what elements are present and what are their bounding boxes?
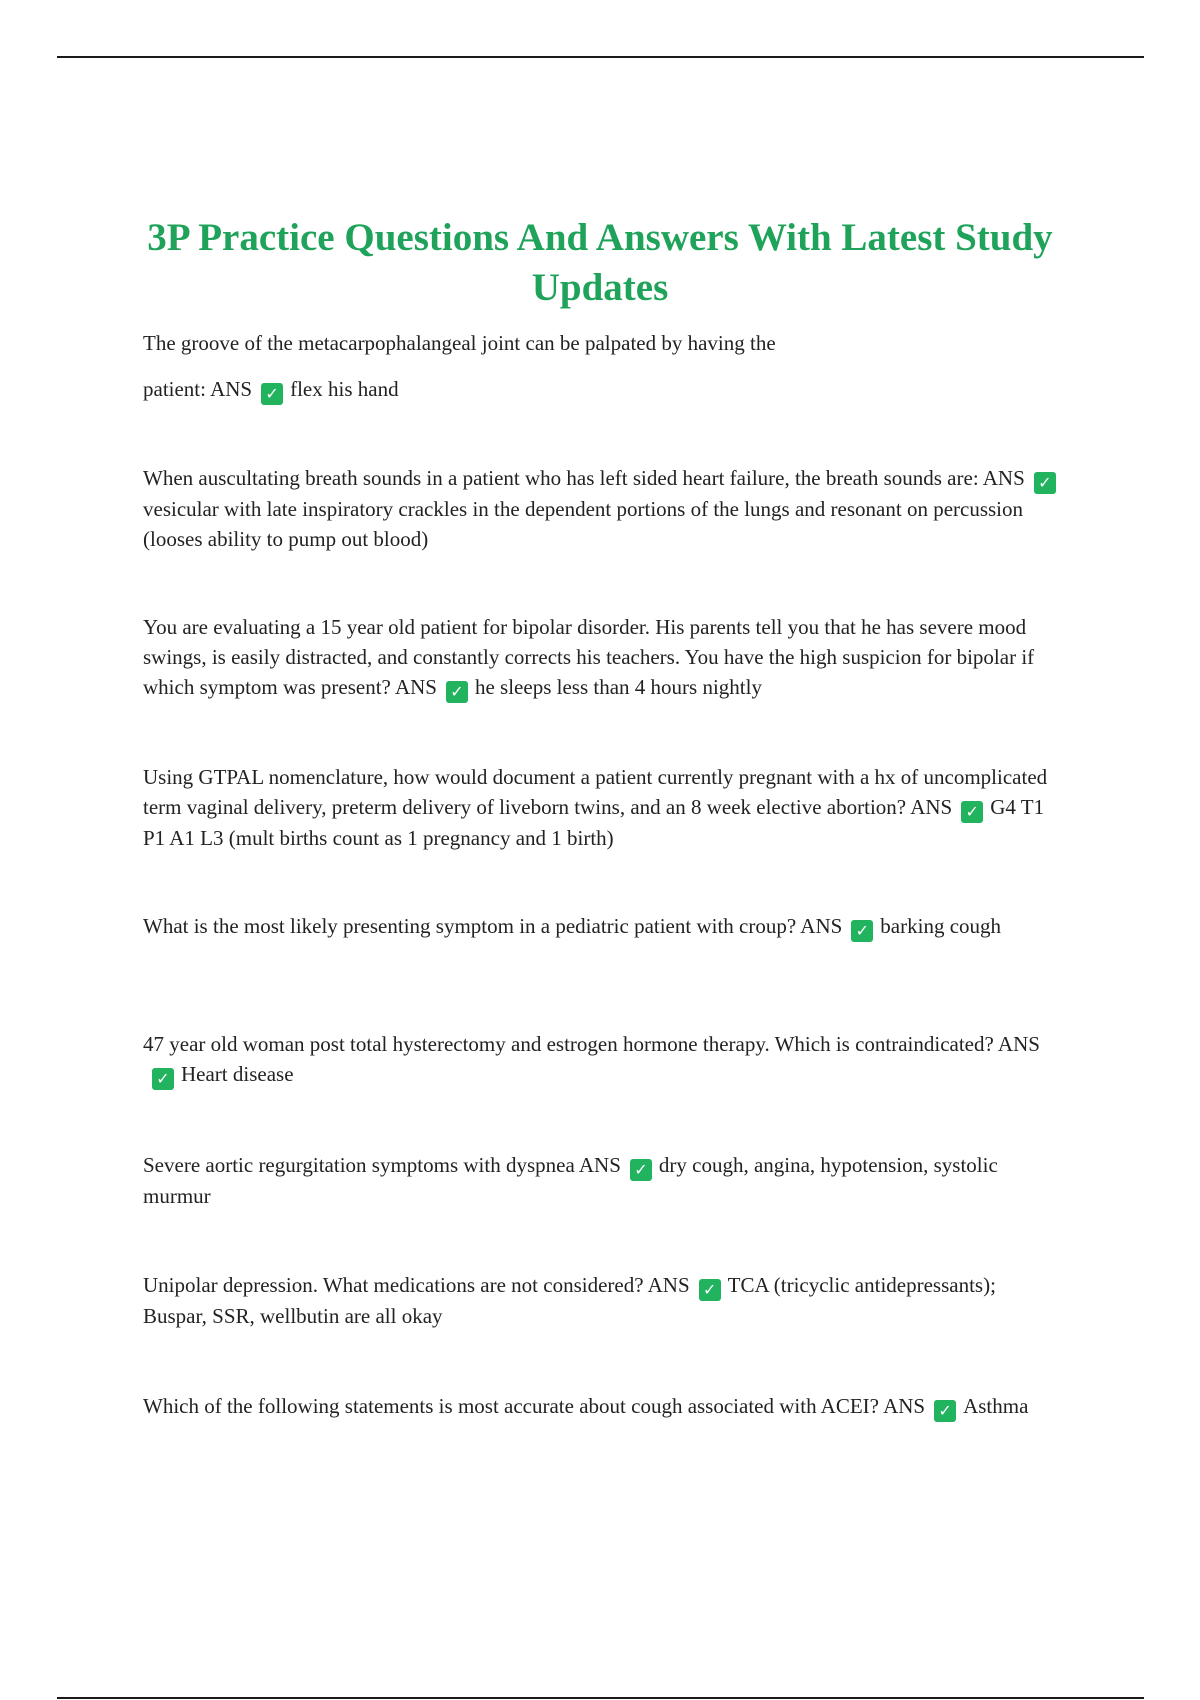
answer-marker: ANS [982, 466, 1025, 490]
answer-text: G4 T1 P1 A1 L3 (mult births count as 1 pregnancy and 1 birth) [143, 795, 1045, 850]
answer-marker: ANS [997, 1032, 1040, 1056]
answer-text: flex his hand [290, 377, 399, 401]
check-mark-icon: ✓ [851, 920, 873, 942]
question-text: patient: [143, 377, 206, 401]
qa-item [143, 463, 1063, 554]
question-text: Severe aortic regurgitation symptoms with dyspnea [143, 1153, 575, 1177]
answer-text: Asthma [963, 1394, 1029, 1418]
check-mark-icon: ✓ [446, 681, 468, 703]
answer-text: barking cough [880, 914, 1002, 938]
question-text: What is the most likely presenting symptom in a pediatric patient with croup? [143, 914, 797, 938]
check-mark-icon: ✓ [699, 1279, 721, 1301]
qa-item [143, 1391, 1063, 1422]
qa-item [143, 1270, 1063, 1331]
qa-item [143, 762, 1063, 853]
qa-item [143, 612, 1063, 703]
question-text: The groove of the metacarpophalangeal joint can be palpated by having the [143, 331, 776, 355]
qa-item [143, 328, 1063, 405]
question-text: Using GTPAL nomenclature, how would document a patient currently pregnant with a hx of uncomplicated term vaginal delivery, preterm delivery of liveborn twins, and an 8 week elective abortion? [143, 765, 1048, 819]
check-mark-icon: ✓ [152, 1068, 174, 1090]
answer-text: Heart disease [181, 1062, 294, 1086]
answer-marker: ANS [578, 1153, 621, 1177]
qa-item [143, 911, 1063, 942]
question-text: You are evaluating a 15 year old patient for bipolar disorder. His parents tell you that he has severe mood swings, is easily distracted, and constantly corrects his teachers. You have the high suspicion for bipolar if which symptom was present? [143, 615, 1035, 699]
check-mark-icon: ✓ [1034, 472, 1056, 494]
top-divider [57, 56, 1144, 58]
bottom-divider [57, 1697, 1144, 1699]
qa-item [143, 1150, 1063, 1211]
answer-marker: ANS [647, 1273, 690, 1297]
check-mark-icon: ✓ [630, 1159, 652, 1181]
check-mark-icon: ✓ [934, 1400, 956, 1422]
answer-marker: ANS [910, 795, 953, 819]
check-mark-icon: ✓ [961, 801, 983, 823]
answer-text: dry cough, angina, hypotension, systolic murmur [143, 1153, 998, 1208]
qa-item [143, 1029, 1063, 1090]
question-text: 47 year old woman post total hysterectomy and estrogen hormone therapy. Which is contraindicated? [143, 1032, 994, 1056]
check-mark-icon: ✓ [261, 383, 283, 405]
document-title: 3P Practice Questions And Answers With Latest Study Updates [147, 216, 1053, 309]
answer-text: TCA (tricyclic antidepressants); Buspar, SSR, wellbutin are all okay [143, 1273, 996, 1328]
question-text: Unipolar depression. What medications are not considered? [143, 1273, 644, 1297]
answer-text: vesicular with late inspiratory crackles in the dependent portions of the lungs and resonant on percussion (looses ability to pump out blood) [143, 497, 1024, 551]
answer-marker: ANS [800, 914, 843, 938]
question-text: Which of the following statements is most accurate about cough associated with ACEI? [143, 1394, 879, 1418]
answer-marker: ANS [394, 675, 437, 699]
question-text: When auscultating breath sounds in a patient who has left sided heart failure, the breath sounds are: [143, 466, 979, 490]
answer-marker: ANS [883, 1394, 926, 1418]
answer-text: he sleeps less than 4 hours nightly [474, 675, 762, 699]
answer-marker: ANS [210, 377, 253, 401]
